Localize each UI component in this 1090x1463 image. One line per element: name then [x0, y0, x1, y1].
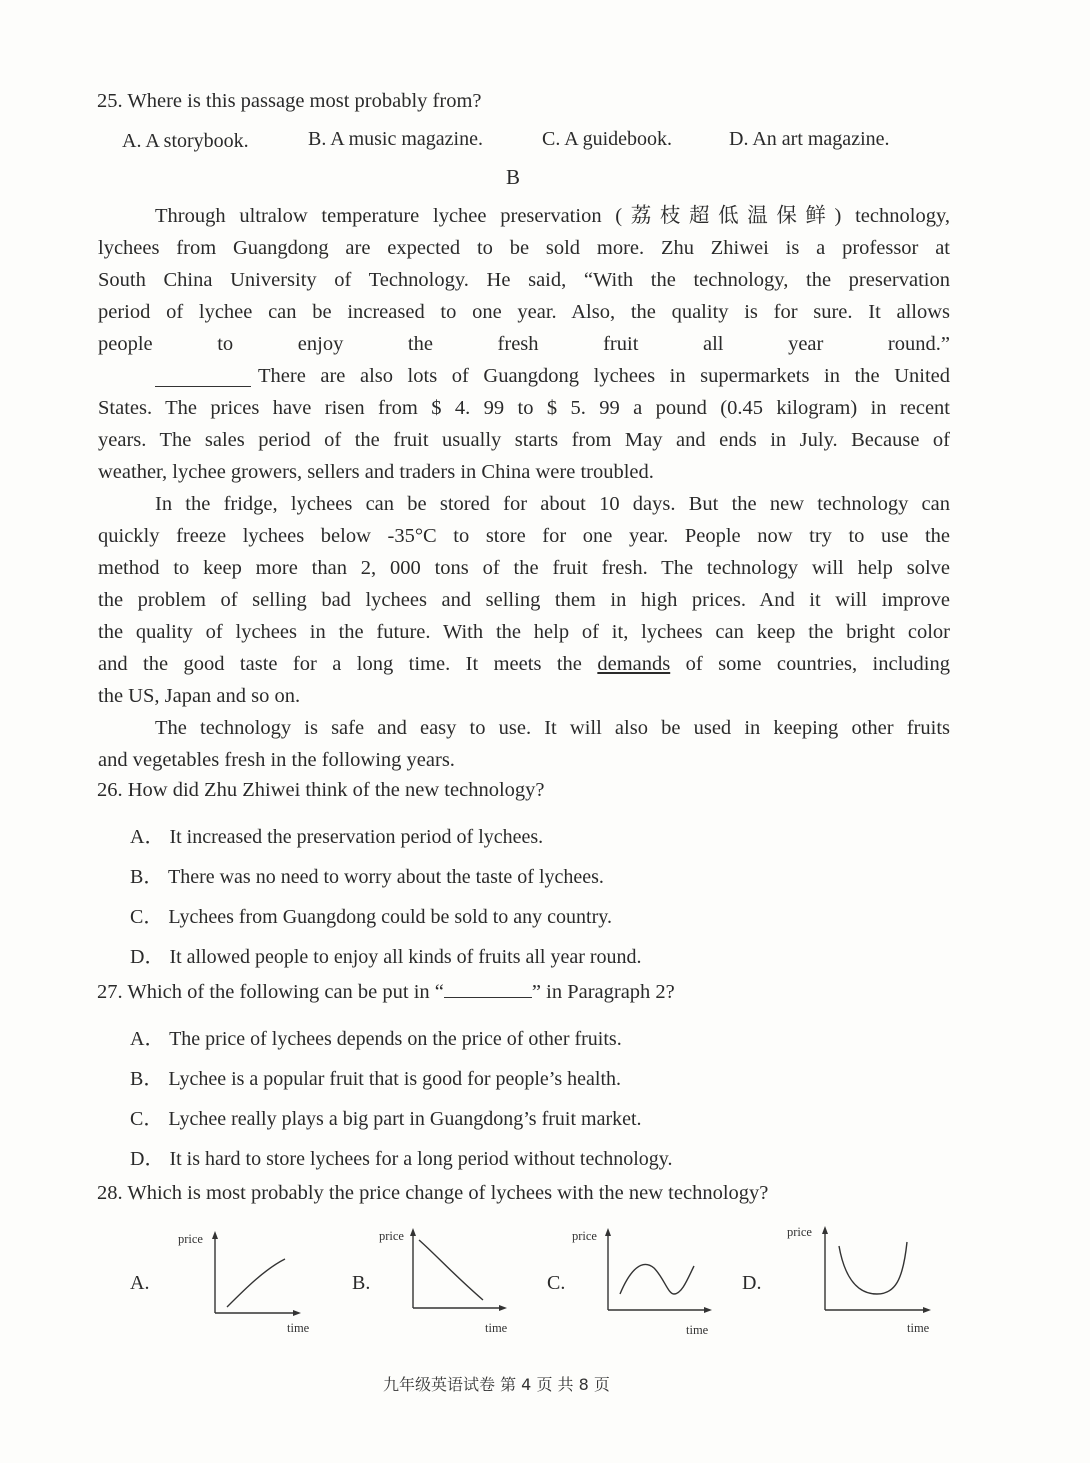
passage-p3-line-2: quickly freeze lychees below -35°C to store for one year. People now try to use the	[98, 525, 950, 547]
graph-d-x-arrow	[923, 1307, 931, 1313]
graph-b-x-arrow	[499, 1305, 507, 1311]
q27-stem-pre: 27. Which of the following can be put in “	[97, 981, 444, 1003]
page-footer: 九年级英语试卷 第 4 页 共 8 页	[383, 1375, 610, 1394]
question-25-stem: 25. Where is this passage most probably from?	[97, 90, 482, 112]
q28-option-letter-c: C.	[547, 1272, 566, 1294]
passage-p3-line-5: the quality of lychees in the future. With the help of it, lychees can keep the bright color	[98, 621, 950, 643]
passage-p1-line-2: lychees from Guangdong are expected to be sold more. Zhu Zhiwei is a professor at	[98, 237, 950, 259]
graph-c-curve	[620, 1264, 694, 1294]
q26-option-c: C． Lychees from Guangdong could be sold to any country.	[130, 906, 612, 928]
passage-p1-line-4: period of lychee can be increased to one year. Also, the quality is for sure. It allows	[98, 301, 950, 323]
q26-option-a: A． It increased the preservation period of lychees.	[130, 826, 544, 848]
q28-option-letter-a: A.	[130, 1272, 150, 1294]
graph-b-y-arrow	[410, 1228, 416, 1236]
paragraph-2-blank	[155, 370, 251, 387]
passage-p2-line-4: weather, lychee growers, sellers and traders in China were troubled.	[98, 461, 654, 483]
graph-d-y-arrow	[822, 1226, 828, 1234]
passage-p3-line-6	[98, 648, 950, 680]
graph-a-y-arrow	[212, 1231, 218, 1239]
graph-a-x-arrow	[293, 1310, 301, 1316]
question-26-stem: 26. How did Zhu Zhiwei think of the new technology?	[97, 779, 545, 801]
section-label: B	[506, 165, 521, 189]
question-27-stem	[97, 981, 675, 1004]
graph-c-y-label: price	[572, 1229, 597, 1243]
q27-option-b: B． Lychee is a popular fruit that is good for people’s health.	[130, 1068, 621, 1090]
graph-c-y-arrow	[605, 1228, 611, 1236]
graph-a-y-label: price	[178, 1232, 203, 1246]
q25-option-a: A. A storybook.	[122, 130, 249, 152]
passage-p3-line-4: the problem of selling bad lychees and selling them in high prices. And it will improve	[98, 589, 950, 611]
graph-option-d	[785, 1220, 945, 1345]
q25-option-c: C. A guidebook.	[542, 128, 673, 150]
graph-b-y-label: price	[379, 1229, 404, 1243]
passage-p2-line-2: States. The prices have risen from $ 4. 99 to $ 5. 99 a pound (0.45 kilogram) in recent	[98, 397, 950, 419]
graph-a-curve	[227, 1259, 285, 1307]
p3-line6-pre: and the good taste for a long time. It meets the	[98, 653, 598, 675]
q25-option-d: D. An art magazine.	[729, 128, 890, 150]
passage-p1-line-1: Through ultralow temperature lychee preservation (荔枝超低温保鲜) technology,	[155, 205, 950, 227]
passage-p1-line-3: South China University of Technology. He said, “With the technology, the preservation	[98, 269, 950, 291]
graph-c-x-label: time	[686, 1323, 709, 1337]
graph-d-curve	[839, 1242, 907, 1294]
q26-option-d: D． It allowed people to enjoy all kinds of fruits all year round.	[130, 946, 642, 968]
graph-c-x-arrow	[704, 1307, 712, 1313]
underlined-word-demands: demands	[597, 653, 671, 675]
q25-option-b: B. A music magazine.	[308, 128, 483, 150]
q27-option-a: A． The price of lychees depends on the price of other fruits.	[130, 1028, 622, 1050]
passage-p3-line-1: In the fridge, lychees can be stored for about 10 days. But the new technology can	[155, 493, 950, 515]
passage-p4-line-1: The technology is safe and easy to use. It will also be used in keeping other fruits	[155, 717, 950, 739]
question-28-stem: 28. Which is most probably the price change of lychees with the new technology?	[97, 1182, 769, 1204]
q27-option-c: C． Lychee really plays a big part in Guangdong’s fruit market.	[130, 1108, 642, 1130]
graph-d-y-label: price	[787, 1225, 812, 1239]
passage-p3-line-3: method to keep more than 2, 000 tons of the fruit fresh. The technology will help solve	[98, 557, 950, 579]
graph-a-x-label: time	[287, 1321, 310, 1335]
q27-blank	[444, 981, 532, 998]
graph-option-c	[570, 1222, 720, 1347]
q28-option-letter-b: B.	[352, 1272, 371, 1294]
passage-p3-line-7: the US, Japan and so on.	[98, 685, 301, 707]
q28-option-letter-d: D.	[742, 1272, 762, 1294]
passage-p1-line-5: people to enjoy the fresh fruit all year round.”	[98, 333, 950, 355]
graph-option-b	[375, 1222, 515, 1342]
graph-d-x-label: time	[907, 1321, 930, 1335]
passage-p4-line-2: and vegetables fresh in the following years.	[98, 749, 455, 771]
q26-option-b: B． There was no need to worry about the taste of lychees.	[130, 866, 604, 888]
graph-b-x-label: time	[485, 1321, 508, 1335]
passage-p2-line-1: There are also lots of Guangdong lychees in supermarkets in the United	[258, 365, 950, 387]
p3-line6-post: of some countries, including	[670, 653, 950, 675]
passage-p2-line-3: years. The sales period of the fruit usually starts from May and ends in July. Because of	[98, 429, 950, 451]
q27-stem-post: ” in Paragraph 2?	[531, 981, 675, 1003]
q27-option-d: D． It is hard to store lychees for a long period without technology.	[130, 1148, 673, 1170]
graph-b-curve	[419, 1240, 483, 1300]
graph-option-a	[175, 1225, 315, 1345]
